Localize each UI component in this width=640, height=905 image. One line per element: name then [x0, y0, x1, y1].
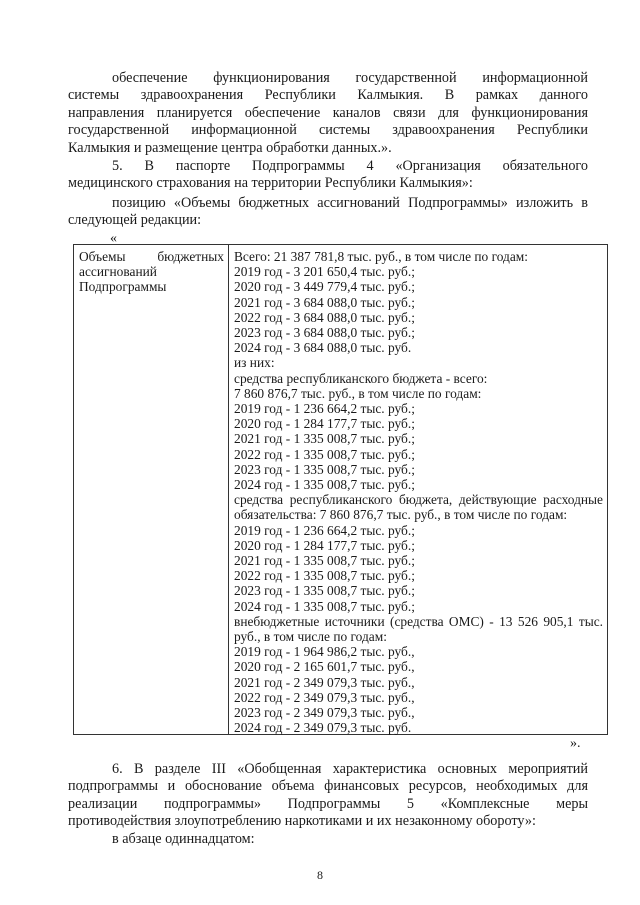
- intro-line: государственной информационной системы здравоохранения Республики: [68, 122, 588, 139]
- item-6-paragraph: [68, 761, 588, 831]
- opening-quote: «: [110, 231, 117, 246]
- table-value-line: 2021 год - 3 684 088,0 тыс. руб.;: [234, 294, 415, 310]
- table-value-line: 2024 год - 3 684 088,0 тыс. руб.: [234, 340, 412, 356]
- table-value-line: 2022 год - 3 684 088,0 тыс. руб.;: [234, 309, 415, 325]
- item-5-line: медицинского страхования на территории Республики Калмыкия»:: [68, 175, 473, 192]
- table-value-line: 2024 год - 2 349 079,3 тыс. руб.: [234, 720, 412, 736]
- table-value-cell: [234, 249, 603, 736]
- table-value-line: 2020 год - 2 165 601,7 тыс. руб.,: [234, 659, 415, 675]
- item-5-line: 5. В паспорте Подпрограммы 4 «Организация обязательного: [112, 158, 588, 174]
- table-label-line: ассигнований: [79, 264, 157, 280]
- table-value-line: 2024 год - 1 335 008,7 тыс. руб.;: [234, 477, 415, 493]
- item-6-instruction: [68, 831, 588, 848]
- table-value-line: 2021 год - 2 349 079,3 тыс. руб.,: [234, 674, 415, 690]
- table-value-line: 2021 год - 1 335 008,7 тыс. руб.;: [234, 553, 415, 569]
- table-value-line: 2023 год - 2 349 079,3 тыс. руб.,: [234, 705, 415, 721]
- table-value-line: 2022 год - 2 349 079,3 тыс. руб.,: [234, 689, 415, 705]
- intro-line: системы здравоохранения Республики Калмыкия. В рамках данного: [68, 87, 588, 104]
- intro-line: обеспечение функционирования государственной информационной: [112, 70, 588, 86]
- table-value-line: 2019 год - 1 964 986,2 тыс. руб.,: [234, 644, 415, 660]
- table-value-line: 2021 год - 1 335 008,7 тыс. руб.;: [234, 431, 415, 447]
- table-label-line: Объемы бюджетных: [79, 249, 224, 264]
- table-value-line: средства республиканского бюджета, действующие расходные: [234, 492, 603, 508]
- table-value-line: 2024 год - 1 335 008,7 тыс. руб.;: [234, 598, 415, 614]
- item-6-line: противодействия злоупотреблению наркотиками и их незаконному обороту»:: [68, 813, 536, 830]
- intro-paragraph: [68, 70, 588, 157]
- item-5-instruction-line: следующей редакции:: [68, 212, 202, 229]
- table-value-line: внебюджетные источники (средства ОМС) - 13 526 905,1 тыс.: [234, 613, 603, 629]
- intro-line: направления планируется обеспечение каналов связи для функционирования: [68, 104, 588, 121]
- page-number: 8: [317, 868, 323, 882]
- table-value-line: обязательства: 7 860 876,7 тыс. руб., в том числе по годам:: [234, 507, 568, 523]
- table-column-divider: [228, 245, 229, 734]
- table-value-line: средства республиканского бюджета - всего:: [234, 370, 488, 386]
- item-6-line: 6. В разделе III «Обобщенная характеристика основных мероприятий: [112, 761, 588, 777]
- table-value-line: 2019 год - 1 236 664,2 тыс. руб.;: [234, 522, 415, 538]
- table-label-cell: [79, 249, 224, 295]
- table-value-line: руб., в том числе по годам:: [234, 629, 387, 645]
- closing-quote: ».: [570, 736, 581, 751]
- table-value-line: 2020 год - 1 284 177,7 тыс. руб.;: [234, 416, 415, 432]
- table-value-line: 2022 год - 1 335 008,7 тыс. руб.;: [234, 568, 415, 584]
- table-value-line: из них:: [234, 355, 275, 371]
- table-value-line: 2019 год - 3 201 650,4 тыс. руб.;: [234, 264, 415, 280]
- table-label-line: Подпрограммы: [79, 279, 167, 295]
- table-value-line: 2022 год - 1 335 008,7 тыс. руб.;: [234, 446, 415, 462]
- table-value-line: 2023 год - 1 335 008,7 тыс. руб.;: [234, 461, 415, 477]
- item-6-line: реализации подпрограммы» Подпрограммы 5 «Комплексные меры: [68, 795, 588, 812]
- table-value-line: 2020 год - 3 449 779,4 тыс. руб.;: [234, 279, 415, 295]
- table-value-line: 2019 год - 1 236 664,2 тыс. руб.;: [234, 401, 415, 417]
- item-5-paragraph: [68, 158, 588, 193]
- intro-line: Калмыкия и размещение центра обработки данных.».: [68, 139, 392, 156]
- table-value-line: 2023 год - 1 335 008,7 тыс. руб.;: [234, 583, 415, 599]
- table-value-line: 7 860 876,7 тыс. руб., в том числе по годам:: [234, 385, 482, 401]
- item-6-line: подпрограммы и обоснование объема финансовых ресурсов, необходимых для: [68, 778, 588, 795]
- item-5-instruction-line: позицию «Объемы бюджетных ассигнований Подпрограммы» изложить в: [112, 195, 588, 211]
- table-value-line: 2020 год - 1 284 177,7 тыс. руб.;: [234, 537, 415, 553]
- table-value-line: Всего: 21 387 781,8 тыс. руб., в том числе по годам:: [234, 249, 528, 264]
- table-value-line: 2023 год - 3 684 088,0 тыс. руб.;: [234, 325, 415, 341]
- budget-table: [73, 244, 608, 735]
- item-6-instruction-line: в абзаце одиннадцатом:: [112, 831, 255, 847]
- item-5-instruction: [68, 195, 588, 230]
